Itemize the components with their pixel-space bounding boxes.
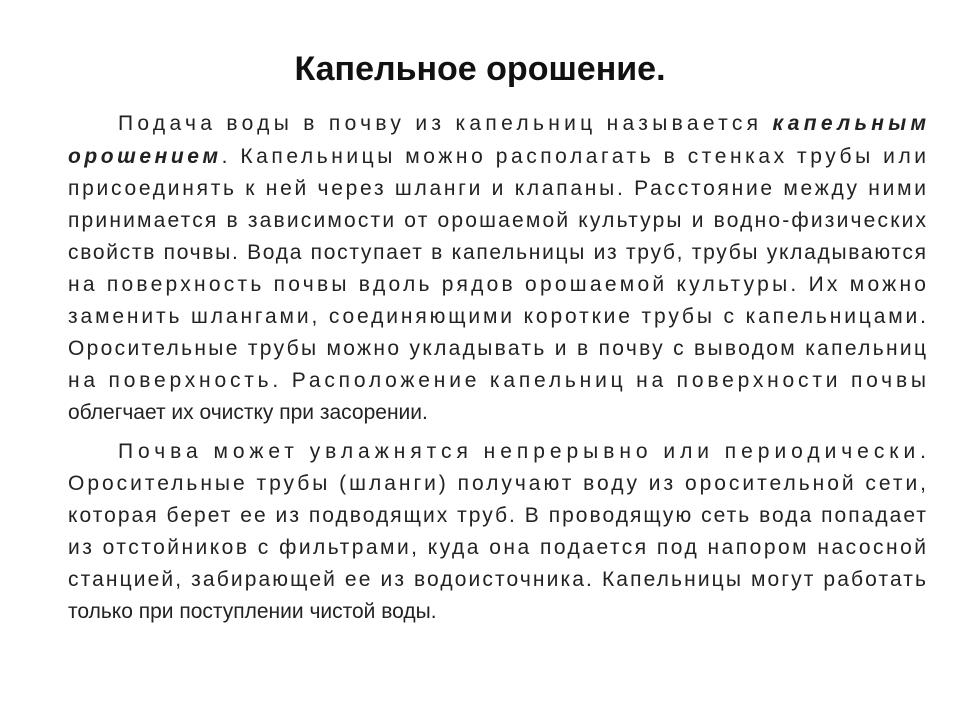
p2-line-3: которая берет ее из подводящих труб. В проводящую сеть вода попадает — [68, 504, 927, 527]
p1-line-6: на поверхность почвы вдоль рядов орошаемой культуры. Их можно — [68, 273, 926, 296]
p1-line-2-term: орошением — [68, 145, 219, 168]
p1-line-4: принимается в зависимости от орошаемой культуры и водно-физических — [68, 209, 927, 232]
p1-line-3: присоединять к ней через шланги и клапаны. Расстояние между ними — [68, 177, 927, 200]
p1-line-7: заменить шлангами, соединяющими короткие трубы с капельницами. — [68, 305, 926, 328]
p1-line-2 — [68, 145, 926, 168]
p2-line-5: станцией, забирающей ее из водоисточника. Капельницы могут работать — [68, 568, 926, 591]
p2-line-4: из отстойников с фильтрами, куда она подается под напором насосной — [68, 536, 926, 559]
p1-line-1-term: капельным — [772, 112, 926, 135]
p1-line-10: облегчает их очистку при засорении. — [68, 401, 428, 424]
p2-line-2: Оросительные трубы (шланги) получают воду из оросительной сети, — [68, 472, 927, 495]
p1-line-1-text: Подача воды в почву из капельниц называется — [118, 112, 769, 135]
p1-line-9: на поверхность. Расположение капельниц на поверхности почвы — [68, 369, 926, 392]
p2-line-1: Почва может увлажнятся непрерывно или периодически. — [118, 440, 927, 463]
slide-title: Капельное орошение. — [294, 50, 666, 88]
p1-line-2-text: . Капельницы можно располагать в стенках трубы или — [221, 145, 926, 168]
p1-line-8: Оросительные трубы можно укладывать и в почву с выводом капельниц — [68, 337, 926, 360]
p2-line-6: только при поступлении чистой воды. — [68, 600, 437, 623]
p1-line-5: свойств почвы. Вода поступает в капельницы из труб, трубы укладываются — [68, 241, 926, 264]
